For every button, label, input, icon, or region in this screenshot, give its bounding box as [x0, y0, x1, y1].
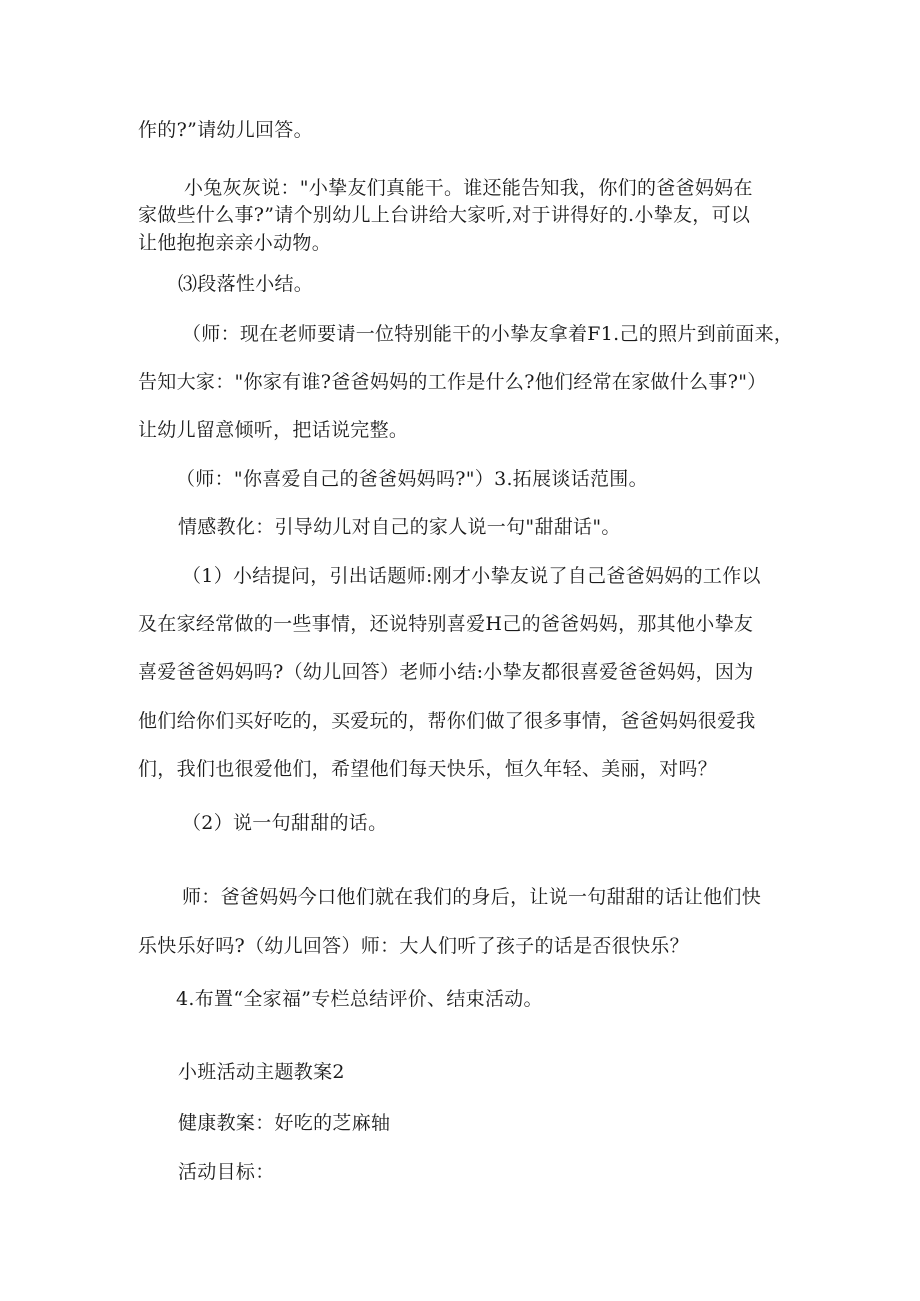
text-line: 乐快乐好吗?（幼儿回答）师：大人们听了孩子的话是否很快乐？: [138, 935, 689, 957]
text-line: 活动目标：: [178, 1161, 275, 1183]
text-line: （2）说一句甜甜的话。: [182, 812, 388, 834]
text-line: 师：爸爸妈妈今口他们就在我们的身后，让说一句甜甜的话让他们快: [182, 886, 762, 908]
text-line: 喜爱爸爸妈妈吗?（幼儿回答）老师小结:小挚友都很喜爱爸爸妈妈，因为: [138, 661, 754, 683]
text-line: （1）小结提问，引出话题师:刚才小挚友说了自己爸爸妈妈的工作以: [182, 565, 761, 587]
section-heading: 小班活动主题教案2: [178, 1061, 345, 1083]
text-line: （师：现在老师要请一位特别能干的小挚友拿着F1.己的照片到前面来，: [182, 323, 794, 345]
text-line: 及在家经常做的一些事情，还说特别喜爱H己的爸爸妈妈，那其他小挚友: [138, 613, 754, 635]
text-line: 让幼儿留意倾听，把话说完整。: [138, 419, 409, 441]
text-line: 4.布置“全家福”专栏总结评价、结束活动。: [176, 988, 543, 1010]
text-line: 告知大家："你家有谁?爸爸妈妈的工作是什么?他们经常在家做什么事?"）: [138, 371, 767, 393]
text-line: （师："你喜爱自己的爸爸妈妈吗?"）3.拓展谈话范围。: [176, 468, 648, 490]
text-line: 情感教化：引导幼儿对自己的家人说一句"甜甜话"。: [178, 516, 621, 538]
text-line: 小兔灰灰说："小挚友们真能干。谁还能告知我，你们的爸爸妈妈在: [184, 177, 753, 199]
text-line: 他们给你们买好吃的，买爱玩的，帮你们做了很多事情，爸爸妈妈很爱我: [138, 710, 756, 732]
text-line: 家做些什么事?”请个别幼儿上台讲给大家听,对于讲得好的.小挚友，可以: [138, 204, 751, 226]
text-line: 作的?”请幼儿回答。: [138, 119, 313, 141]
text-line: 健康教案：好吃的芝麻轴: [178, 1112, 391, 1134]
text-line: 让他抱抱亲亲小动物。: [138, 232, 332, 254]
text-line: 们，我们也很爱他们，希望他们每天快乐，恒久年轻、美丽，对吗？: [138, 758, 718, 780]
text-line: ⑶段落性小结。: [178, 273, 314, 295]
